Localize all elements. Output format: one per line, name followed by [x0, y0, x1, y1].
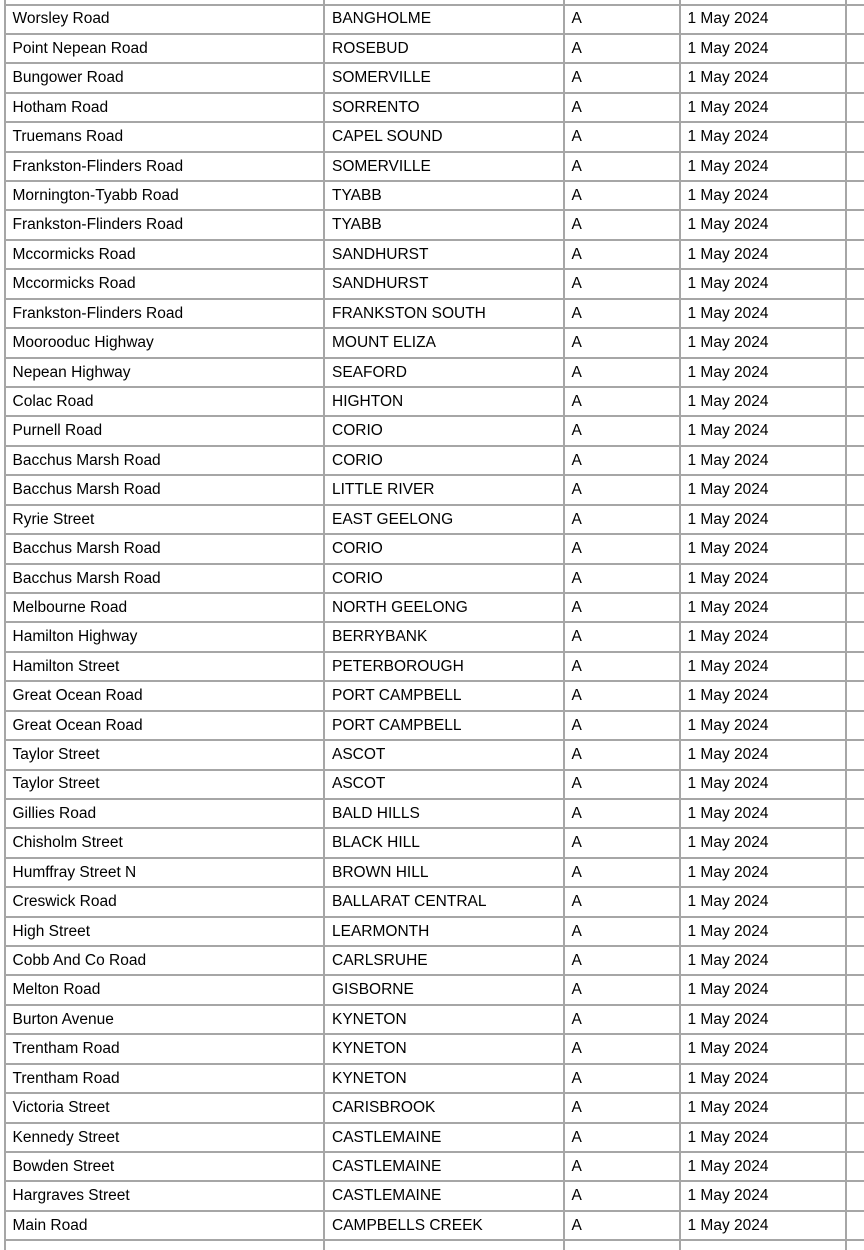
cell-date[interactable]: 1 May 2024	[681, 1212, 846, 1239]
cell-locality[interactable]: CAMPBELLS CREEK	[325, 1212, 563, 1239]
cell-date[interactable]: 1 May 2024	[681, 712, 846, 739]
cell-date[interactable]: 1 May 2024	[681, 300, 846, 327]
cell-locality[interactable]: CASTLEMAINE	[325, 1124, 563, 1151]
cell-locality[interactable]	[325, 0, 563, 4]
cell-road[interactable]: Trentham Road	[6, 1035, 324, 1062]
cell-road[interactable]: Frankston-Flinders Road	[6, 211, 324, 238]
cell-extra[interactable]	[847, 1182, 864, 1209]
cell-extra[interactable]	[847, 653, 864, 680]
cell-status[interactable]: A	[565, 829, 679, 856]
cell-status[interactable]: A	[565, 565, 679, 592]
cell-status[interactable]: A	[565, 270, 679, 297]
cell-locality[interactable]: SANDHURST	[325, 270, 563, 297]
cell-locality[interactable]: NORTH GEELONG	[325, 594, 563, 621]
cell-road[interactable]: Bacchus Marsh Road	[6, 565, 324, 592]
cell-road[interactable]: Humffray Street N	[6, 859, 324, 886]
cell-locality[interactable]: BANGHOLME	[325, 6, 563, 33]
cell-locality[interactable]: KYNETON	[325, 1006, 563, 1033]
cell-date[interactable]: 1 May 2024	[681, 1035, 846, 1062]
cell-extra[interactable]	[847, 1094, 864, 1121]
cell-road[interactable]: Bacchus Marsh Road	[6, 476, 324, 503]
cell-status[interactable]: A	[565, 211, 679, 238]
cell-status[interactable]: A	[565, 1035, 679, 1062]
cell-date[interactable]: 1 May 2024	[681, 888, 846, 915]
cell-locality[interactable]: SOMERVILLE	[325, 153, 563, 180]
cell-road[interactable]: Bacchus Marsh Road	[6, 535, 324, 562]
cell-extra[interactable]	[847, 476, 864, 503]
cell-locality[interactable]: KYNETON	[325, 1035, 563, 1062]
cell-extra[interactable]	[847, 0, 864, 4]
cell-status[interactable]: A	[565, 800, 679, 827]
cell-status[interactable]: A	[565, 1124, 679, 1151]
cell-date[interactable]: 1 May 2024	[681, 211, 846, 238]
cell-status[interactable]: A	[565, 123, 679, 150]
cell-date[interactable]: 1 May 2024	[681, 859, 846, 886]
cell-extra[interactable]	[847, 1006, 864, 1033]
cell-extra[interactable]	[847, 35, 864, 62]
cell-status[interactable]: A	[565, 300, 679, 327]
cell-date[interactable]: 1 May 2024	[681, 1182, 846, 1209]
cell-date[interactable]: 1 May 2024	[681, 35, 846, 62]
cell-date[interactable]: 1 May 2024	[681, 594, 846, 621]
cell-date[interactable]: 1 May 2024	[681, 741, 846, 768]
cell-status[interactable]: A	[565, 682, 679, 709]
cell-road[interactable]: Cobb And Co Road	[6, 947, 324, 974]
cell-locality[interactable]: ROSEBUD	[325, 35, 563, 62]
cell-locality[interactable]: BALLARAT CENTRAL	[325, 888, 563, 915]
cell-locality[interactable]: PORT CAMPBELL	[325, 712, 563, 739]
cell-status[interactable]: A	[565, 976, 679, 1003]
cell-status[interactable]: A	[565, 35, 679, 62]
cell-extra[interactable]	[847, 417, 864, 444]
cell-road[interactable]: Great Ocean Road	[6, 682, 324, 709]
cell-road[interactable]: Frankston-Flinders Road	[6, 300, 324, 327]
cell-date[interactable]: 1 May 2024	[681, 1094, 846, 1121]
cell-extra[interactable]	[847, 1065, 864, 1092]
cell-road[interactable]: Point Nepean Road	[6, 35, 324, 62]
cell-date[interactable]: 1 May 2024	[681, 6, 846, 33]
cell-extra[interactable]	[847, 300, 864, 327]
cell-extra[interactable]	[847, 506, 864, 533]
cell-status[interactable]: A	[565, 241, 679, 268]
cell-date[interactable]: 1 May 2024	[681, 329, 846, 356]
cell-date[interactable]: 1 May 2024	[681, 800, 846, 827]
cell-road[interactable]: Bungower Road	[6, 64, 324, 91]
cell-status[interactable]: A	[565, 1065, 679, 1092]
cell-extra[interactable]	[847, 741, 864, 768]
cell-road[interactable]: Nepean Highway	[6, 359, 324, 386]
cell-status[interactable]: A	[565, 359, 679, 386]
cell-date[interactable]: 1 May 2024	[681, 653, 846, 680]
cell-locality[interactable]: CORIO	[325, 565, 563, 592]
cell-status[interactable]: A	[565, 1153, 679, 1180]
cell-extra[interactable]	[847, 800, 864, 827]
cell-road[interactable]: Gillies Road	[6, 800, 324, 827]
cell-road[interactable]: Moorooduc Highway	[6, 329, 324, 356]
cell-status[interactable]: A	[565, 153, 679, 180]
cell-status[interactable]: A	[565, 947, 679, 974]
cell-status[interactable]: A	[565, 859, 679, 886]
cell-extra[interactable]	[847, 535, 864, 562]
cell-locality[interactable]: CORIO	[325, 417, 563, 444]
cell-date[interactable]: 1 May 2024	[681, 771, 846, 798]
cell-extra[interactable]	[847, 1035, 864, 1062]
cell-road[interactable]: Colac Road	[6, 388, 324, 415]
cell-date[interactable]: 1 May 2024	[681, 94, 846, 121]
cell-road[interactable]: Creswick Road	[6, 888, 324, 915]
cell-date[interactable]: 1 May 2024	[681, 417, 846, 444]
cell-road[interactable]: Kennedy Street	[6, 1124, 324, 1151]
cell-extra[interactable]	[847, 594, 864, 621]
cell-extra[interactable]	[847, 682, 864, 709]
cell-status[interactable]: A	[565, 1182, 679, 1209]
cell-extra[interactable]	[847, 6, 864, 33]
cell-road[interactable]: Frankston-Flinders Road	[6, 153, 324, 180]
cell-locality[interactable]: CARLSRUHE	[325, 947, 563, 974]
cell-status[interactable]	[565, 0, 679, 4]
cell-date[interactable]: 1 May 2024	[681, 682, 846, 709]
cell-date[interactable]	[681, 1241, 846, 1250]
cell-date[interactable]: 1 May 2024	[681, 565, 846, 592]
cell-status[interactable]: A	[565, 1212, 679, 1239]
cell-road[interactable]: Mornington-Tyabb Road	[6, 182, 324, 209]
cell-date[interactable]: 1 May 2024	[681, 182, 846, 209]
cell-status[interactable]	[565, 1241, 679, 1250]
cell-road[interactable]: Great Ocean Road	[6, 712, 324, 739]
cell-extra[interactable]	[847, 94, 864, 121]
cell-road[interactable]: Truemans Road	[6, 123, 324, 150]
cell-road[interactable]: Chisholm Street	[6, 829, 324, 856]
cell-extra[interactable]	[847, 329, 864, 356]
cell-date[interactable]: 1 May 2024	[681, 506, 846, 533]
cell-road[interactable]: Taylor Street	[6, 741, 324, 768]
cell-locality[interactable]: TYABB	[325, 211, 563, 238]
cell-extra[interactable]	[847, 888, 864, 915]
cell-locality[interactable]	[325, 1241, 563, 1250]
cell-extra[interactable]	[847, 918, 864, 945]
cell-road[interactable]	[6, 1241, 324, 1250]
cell-extra[interactable]	[847, 771, 864, 798]
cell-road[interactable]: Hamilton Street	[6, 653, 324, 680]
cell-locality[interactable]: FRANKSTON SOUTH	[325, 300, 563, 327]
cell-road[interactable]: Hamilton Highway	[6, 623, 324, 650]
cell-status[interactable]: A	[565, 535, 679, 562]
cell-locality[interactable]: GISBORNE	[325, 976, 563, 1003]
cell-road[interactable]: Worsley Road	[6, 6, 324, 33]
cell-extra[interactable]	[847, 241, 864, 268]
cell-extra[interactable]	[847, 211, 864, 238]
cell-locality[interactable]: HIGHTON	[325, 388, 563, 415]
cell-locality[interactable]: CORIO	[325, 447, 563, 474]
cell-road[interactable]: Burton Avenue	[6, 1006, 324, 1033]
cell-date[interactable]: 1 May 2024	[681, 1006, 846, 1033]
cell-date[interactable]: 1 May 2024	[681, 1065, 846, 1092]
cell-date[interactable]: 1 May 2024	[681, 153, 846, 180]
cell-status[interactable]: A	[565, 388, 679, 415]
cell-date[interactable]: 1 May 2024	[681, 829, 846, 856]
cell-road[interactable]: Main Road	[6, 1212, 324, 1239]
cell-locality[interactable]: BERRYBANK	[325, 623, 563, 650]
cell-road[interactable]: Melbourne Road	[6, 594, 324, 621]
cell-status[interactable]: A	[565, 1006, 679, 1033]
cell-status[interactable]: A	[565, 623, 679, 650]
cell-extra[interactable]	[847, 565, 864, 592]
cell-date[interactable]: 1 May 2024	[681, 476, 846, 503]
cell-road[interactable]: Melton Road	[6, 976, 324, 1003]
cell-status[interactable]: A	[565, 741, 679, 768]
cell-locality[interactable]: CASTLEMAINE	[325, 1182, 563, 1209]
cell-status[interactable]: A	[565, 182, 679, 209]
cell-date[interactable]: 1 May 2024	[681, 447, 846, 474]
cell-date[interactable]: 1 May 2024	[681, 123, 846, 150]
cell-road[interactable]: Trentham Road	[6, 1065, 324, 1092]
cell-date[interactable]: 1 May 2024	[681, 241, 846, 268]
cell-locality[interactable]: BLACK HILL	[325, 829, 563, 856]
cell-locality[interactable]: EAST GEELONG	[325, 506, 563, 533]
cell-locality[interactable]: CAPEL SOUND	[325, 123, 563, 150]
cell-date[interactable]: 1 May 2024	[681, 270, 846, 297]
cell-road[interactable]: Mccormicks Road	[6, 270, 324, 297]
cell-extra[interactable]	[847, 1153, 864, 1180]
cell-locality[interactable]: CASTLEMAINE	[325, 1153, 563, 1180]
cell-status[interactable]: A	[565, 6, 679, 33]
cell-locality[interactable]: TYABB	[325, 182, 563, 209]
cell-locality[interactable]: CARISBROOK	[325, 1094, 563, 1121]
cell-locality[interactable]: LEARMONTH	[325, 918, 563, 945]
cell-extra[interactable]	[847, 947, 864, 974]
cell-locality[interactable]: SANDHURST	[325, 241, 563, 268]
cell-status[interactable]: A	[565, 476, 679, 503]
cell-road[interactable]: Hotham Road	[6, 94, 324, 121]
cell-road[interactable]: Bowden Street	[6, 1153, 324, 1180]
cell-extra[interactable]	[847, 153, 864, 180]
cell-road[interactable]: High Street	[6, 918, 324, 945]
cell-extra[interactable]	[847, 976, 864, 1003]
cell-locality[interactable]: PORT CAMPBELL	[325, 682, 563, 709]
cell-locality[interactable]: ASCOT	[325, 741, 563, 768]
cell-locality[interactable]: SOMERVILLE	[325, 64, 563, 91]
cell-extra[interactable]	[847, 712, 864, 739]
cell-locality[interactable]: SEAFORD	[325, 359, 563, 386]
cell-date[interactable]: 1 May 2024	[681, 64, 846, 91]
cell-extra[interactable]	[847, 623, 864, 650]
cell-date[interactable]: 1 May 2024	[681, 918, 846, 945]
cell-date[interactable]: 1 May 2024	[681, 388, 846, 415]
cell-road[interactable]: Mccormicks Road	[6, 241, 324, 268]
cell-date[interactable]: 1 May 2024	[681, 623, 846, 650]
cell-status[interactable]: A	[565, 771, 679, 798]
cell-extra[interactable]	[847, 859, 864, 886]
cell-extra[interactable]	[847, 829, 864, 856]
cell-date[interactable]: 1 May 2024	[681, 359, 846, 386]
cell-locality[interactable]: KYNETON	[325, 1065, 563, 1092]
cell-road[interactable]: Purnell Road	[6, 417, 324, 444]
cell-locality[interactable]: ASCOT	[325, 771, 563, 798]
cell-status[interactable]: A	[565, 888, 679, 915]
cell-road[interactable]	[6, 0, 324, 4]
cell-locality[interactable]: PETERBOROUGH	[325, 653, 563, 680]
cell-road[interactable]: Hargraves Street	[6, 1182, 324, 1209]
cell-status[interactable]: A	[565, 417, 679, 444]
cell-date[interactable]: 1 May 2024	[681, 535, 846, 562]
cell-date[interactable]: 1 May 2024	[681, 976, 846, 1003]
cell-locality[interactable]: BROWN HILL	[325, 859, 563, 886]
cell-date[interactable]: 1 May 2024	[681, 947, 846, 974]
cell-status[interactable]: A	[565, 594, 679, 621]
cell-date[interactable]: 1 May 2024	[681, 1153, 846, 1180]
cell-road[interactable]: Bacchus Marsh Road	[6, 447, 324, 474]
cell-status[interactable]: A	[565, 918, 679, 945]
cell-status[interactable]: A	[565, 506, 679, 533]
cell-locality[interactable]: SORRENTO	[325, 94, 563, 121]
cell-road[interactable]: Taylor Street	[6, 771, 324, 798]
cell-status[interactable]: A	[565, 94, 679, 121]
cell-extra[interactable]	[847, 1241, 864, 1250]
cell-extra[interactable]	[847, 359, 864, 386]
cell-status[interactable]: A	[565, 653, 679, 680]
cell-date[interactable]: 1 May 2024	[681, 1124, 846, 1151]
cell-extra[interactable]	[847, 1124, 864, 1151]
cell-status[interactable]: A	[565, 64, 679, 91]
cell-locality[interactable]: LITTLE RIVER	[325, 476, 563, 503]
cell-locality[interactable]: BALD HILLS	[325, 800, 563, 827]
cell-locality[interactable]: MOUNT ELIZA	[325, 329, 563, 356]
cell-extra[interactable]	[847, 123, 864, 150]
cell-status[interactable]: A	[565, 1094, 679, 1121]
cell-locality[interactable]: CORIO	[325, 535, 563, 562]
cell-extra[interactable]	[847, 1212, 864, 1239]
cell-status[interactable]: A	[565, 712, 679, 739]
cell-status[interactable]: A	[565, 447, 679, 474]
cell-road[interactable]: Victoria Street	[6, 1094, 324, 1121]
data-table	[4, 0, 864, 1250]
cell-extra[interactable]	[847, 447, 864, 474]
cell-date[interactable]	[681, 0, 846, 4]
cell-status[interactable]: A	[565, 329, 679, 356]
cell-extra[interactable]	[847, 64, 864, 91]
cell-extra[interactable]	[847, 388, 864, 415]
cell-road[interactable]: Ryrie Street	[6, 506, 324, 533]
cell-extra[interactable]	[847, 182, 864, 209]
cell-extra[interactable]	[847, 270, 864, 297]
